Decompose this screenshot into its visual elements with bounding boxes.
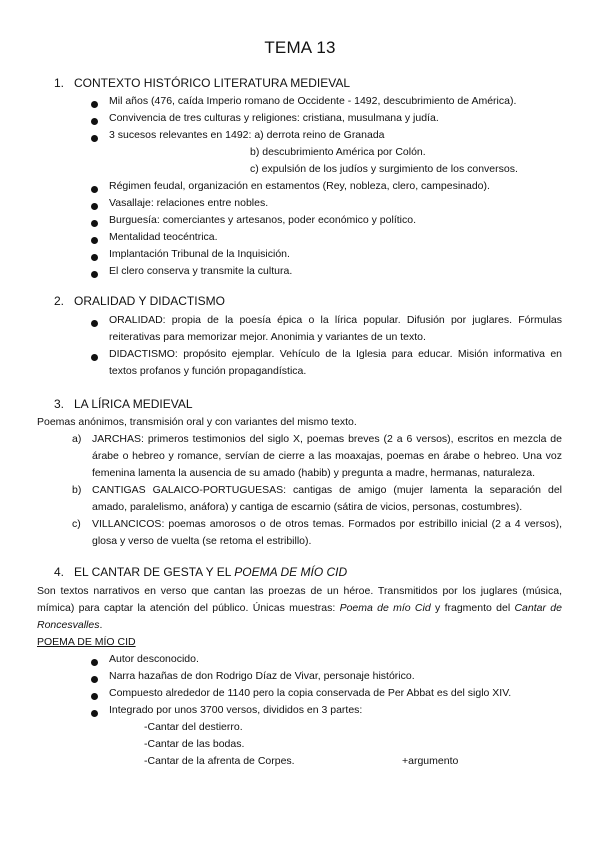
list-item: Narra hazañas de don Rodrigo Díaz de Vivar, personaje histórico. (109, 670, 415, 682)
list-item: Mil años (476, caída Imperio romano de Occidente - 1492, descubrimiento de América). (109, 95, 517, 107)
section-intro: Poemas anónimos, transmisión oral y con variantes del mismo texto. (37, 416, 357, 428)
list-item: 3 sucesos relevantes en 1492: a) derrota reino de Granada (109, 129, 385, 141)
list-item: CANTIGAS GALAICO-PORTUGUESAS: cantigas de amigo (mujer lamenta la separación del amado, paralelismo, anáfora) y cantiga de escarnio (sátira de vicios, personas, costumbres). (92, 484, 562, 513)
part-item: -Cantar del destierro. (144, 721, 243, 733)
list-item: Implantación Tribunal de la Inquisición. (109, 248, 290, 260)
bullet-icon (91, 693, 98, 700)
item-letter: c) (72, 518, 81, 530)
section-number: 2. (54, 294, 65, 308)
list-item: Autor desconocido. (109, 653, 199, 665)
section-intro: Son textos narrativos en verso que cantan las proezas de un héroe. Transmitidos por los juglares (música, mímica) para captar la atención del público. Únicas muestras: Poema de mío Cid y fragmento del Cantar de Roncesvalles. (37, 585, 562, 631)
list-item: Régimen feudal, organización en estamentos (Rey, nobleza, clero, campesinado). (109, 180, 490, 192)
list-item: Convivencia de tres culturas y religiones: cristiana, musulmana y judía. (109, 112, 439, 124)
section-title: ORALIDAD Y DIDACTISMO (74, 294, 225, 308)
page-title: TEMA 13 (264, 38, 336, 57)
bullet-icon (91, 254, 98, 261)
item-letter: a) (72, 433, 82, 445)
bullet-icon (91, 101, 98, 108)
bullet-icon (91, 320, 98, 327)
list-item: Compuesto alrededor de 1140 pero la copia conservada de Per Abbat es del siglo XIV. (109, 687, 512, 699)
list-item: Integrado por unos 3700 versos, divididos en 3 partes: (109, 704, 363, 716)
bullet-icon (91, 710, 98, 717)
section-1-heading (54, 76, 350, 90)
bullet-icon (91, 659, 98, 666)
bullet-icon (91, 186, 98, 193)
list-item: Burguesía: comerciantes y artesanos, poder económico y político. (109, 214, 416, 226)
item-letter: b) (72, 484, 82, 496)
list-item-continuation: b) descubrimiento América por Colón. (250, 146, 426, 158)
section-number: 1. (54, 76, 65, 90)
bullet-icon (91, 271, 98, 278)
section-number: 3. (54, 397, 65, 411)
list-item: ORALIDAD: propia de la poesía épica o la lírica popular. Difusión por juglares. Fórmulas reiterativas para memorizar mejor. Anonimia y variantes de un texto. (109, 314, 562, 343)
bullet-icon (91, 237, 98, 244)
section-2-heading (54, 294, 225, 308)
margin-note: +argumento (402, 755, 459, 767)
bullet-icon (91, 220, 98, 227)
list-item: Vasallaje: relaciones entre nobles. (109, 197, 269, 209)
bullet-icon (91, 354, 98, 361)
section-title: LA LÍRICA MEDIEVAL (74, 397, 193, 411)
part-item: -Cantar de las bodas. (144, 738, 245, 750)
section-number: 4. (54, 565, 65, 579)
list-item: El clero conserva y transmite la cultura. (109, 265, 293, 277)
list-item: DIDACTISMO: propósito ejemplar. Vehículo de la Iglesia para educar. Misión informativa en textos profanos y función propagandística. (109, 348, 562, 377)
section-3-heading (54, 397, 193, 411)
list-item: JARCHAS: primeros testimonios del siglo X, poemas breves (2 a 6 versos), escritos en mezcla de árabe o hebreo y romance, servían de cierre a las moaxajas, poemas en árabe o hebreo. Una voz femenina lamenta la ausencia de su amado (habib) y pregunta a madre, hermanas, naturaleza. (92, 433, 562, 479)
section-title: CONTEXTO HISTÓRICO LITERATURA MEDIEVAL (74, 76, 351, 90)
bullet-icon (91, 676, 98, 683)
bullet-icon (91, 135, 98, 142)
section-4-heading (54, 565, 347, 579)
part-item: -Cantar de la afrenta de Corpes. (144, 755, 295, 767)
bullet-icon (91, 118, 98, 125)
list-item-continuation: c) expulsión de los judíos y surgimiento de los conversos. (250, 163, 518, 175)
section-title: EL CANTAR DE GESTA Y EL (74, 565, 235, 579)
section-title-italic: POEMA DE MÍO CID (234, 565, 348, 579)
bullet-icon (91, 203, 98, 210)
list-item: VILLANCICOS: poemas amorosos o de otros temas. Formados por estribillo inicial (2 a 4 versos), glosa y verso de vuelta (se retoma el estribillo). (92, 518, 562, 547)
sub-heading: POEMA DE MÍO CID (37, 636, 136, 648)
list-item: Mentalidad teocéntrica. (109, 231, 218, 243)
